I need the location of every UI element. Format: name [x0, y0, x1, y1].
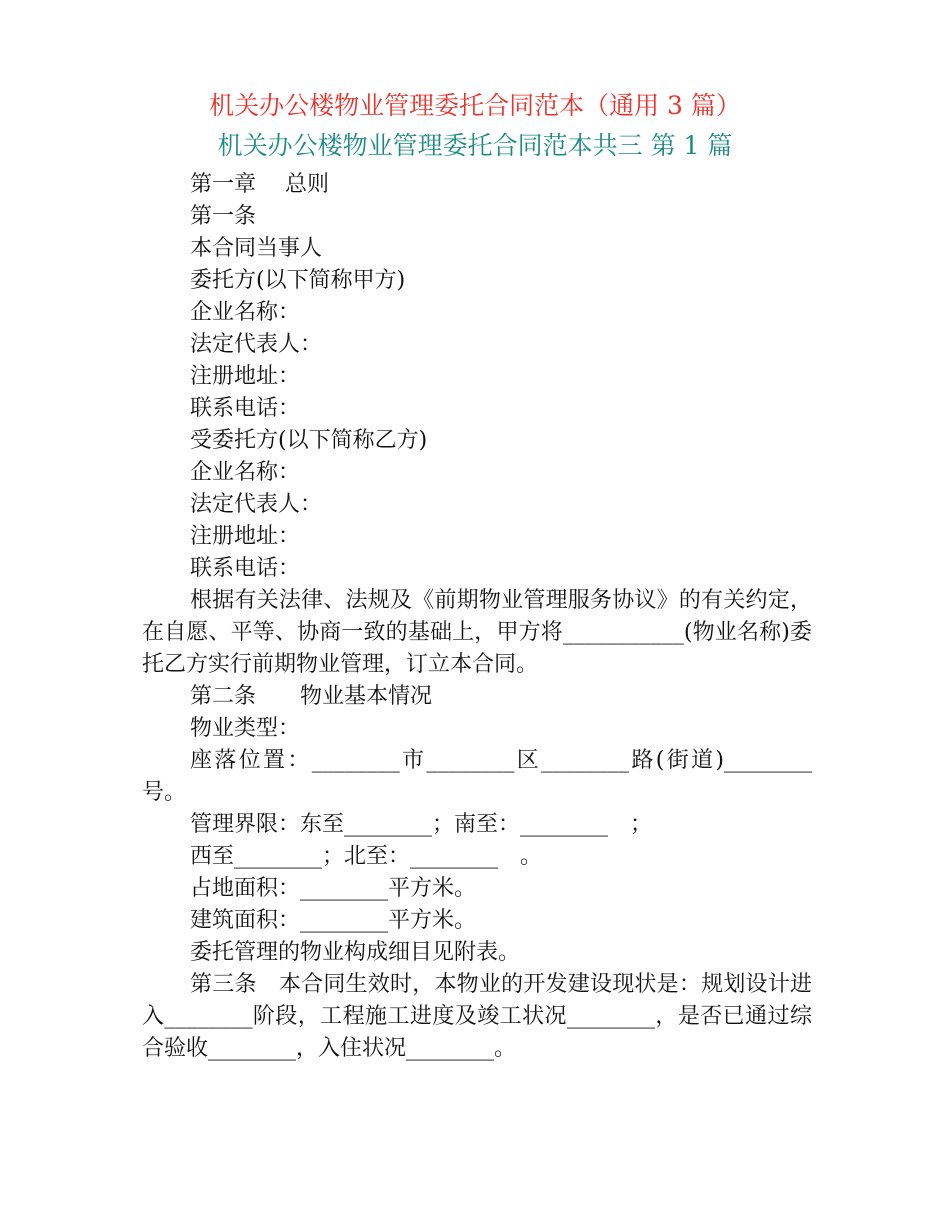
paragraph-basis: 根据有关法律、法规及《前期物业管理服务协议》的有关约定，在自愿、平等、协商一致的基础上，甲方将___________(物业名称)委托乙方实行前期物业管理，订立本合同。 [142, 588, 812, 677]
article-3-paragraph: 第三条 本合同生效时，本物业的开发建设现状是：规划设计进入________阶段，工程施工进度及竣工状况________，是否已通过综合验收________，入住状况________。 [142, 972, 812, 1061]
article-2-heading: 第二条 物业基本情况 [190, 684, 433, 709]
property-details-note: 委托管理的物业构成细目见附表。 [190, 940, 521, 965]
document-body [142, 169, 812, 1065]
property-type: 物业类型： [190, 716, 301, 741]
party-b-heading: 受委托方(以下简称乙方) [190, 428, 428, 453]
party-a-heading: 委托方(以下简称甲方) [190, 268, 406, 293]
land-area: 占地面积：________平方米。 [190, 876, 477, 901]
party-b-legal-representative: 法定代表人： [190, 492, 323, 517]
document-subtitle: 机关办公楼物业管理委托合同范本共三 第 1 篇 [217, 131, 733, 160]
party-a-legal-representative: 法定代表人： [190, 332, 323, 357]
document-title: 机关办公楼物业管理委托合同范本（通用 3 篇） [209, 91, 741, 120]
article-heading: 第一条 [190, 204, 257, 229]
management-boundary-east-south: 管理界限：东至________；南至：________ ； [190, 812, 653, 837]
party-b-company-name: 企业名称： [190, 460, 301, 485]
party-a-address: 注册地址： [190, 364, 301, 389]
party-b-phone: 联系电话： [190, 556, 301, 581]
property-location: 座落位置：________市________区________路(街道)________号。 [142, 748, 812, 805]
party-a-phone: 联系电话： [190, 396, 301, 421]
party-b-address: 注册地址： [190, 524, 301, 549]
chapter-heading: 第一章 总则 [190, 172, 329, 197]
body-line: 本合同当事人 [190, 236, 323, 261]
party-a-company-name: 企业名称： [190, 300, 301, 325]
building-area: 建筑面积：________平方米。 [190, 908, 477, 933]
management-boundary-west-north: 西至________；北至：________ 。 [190, 844, 543, 869]
